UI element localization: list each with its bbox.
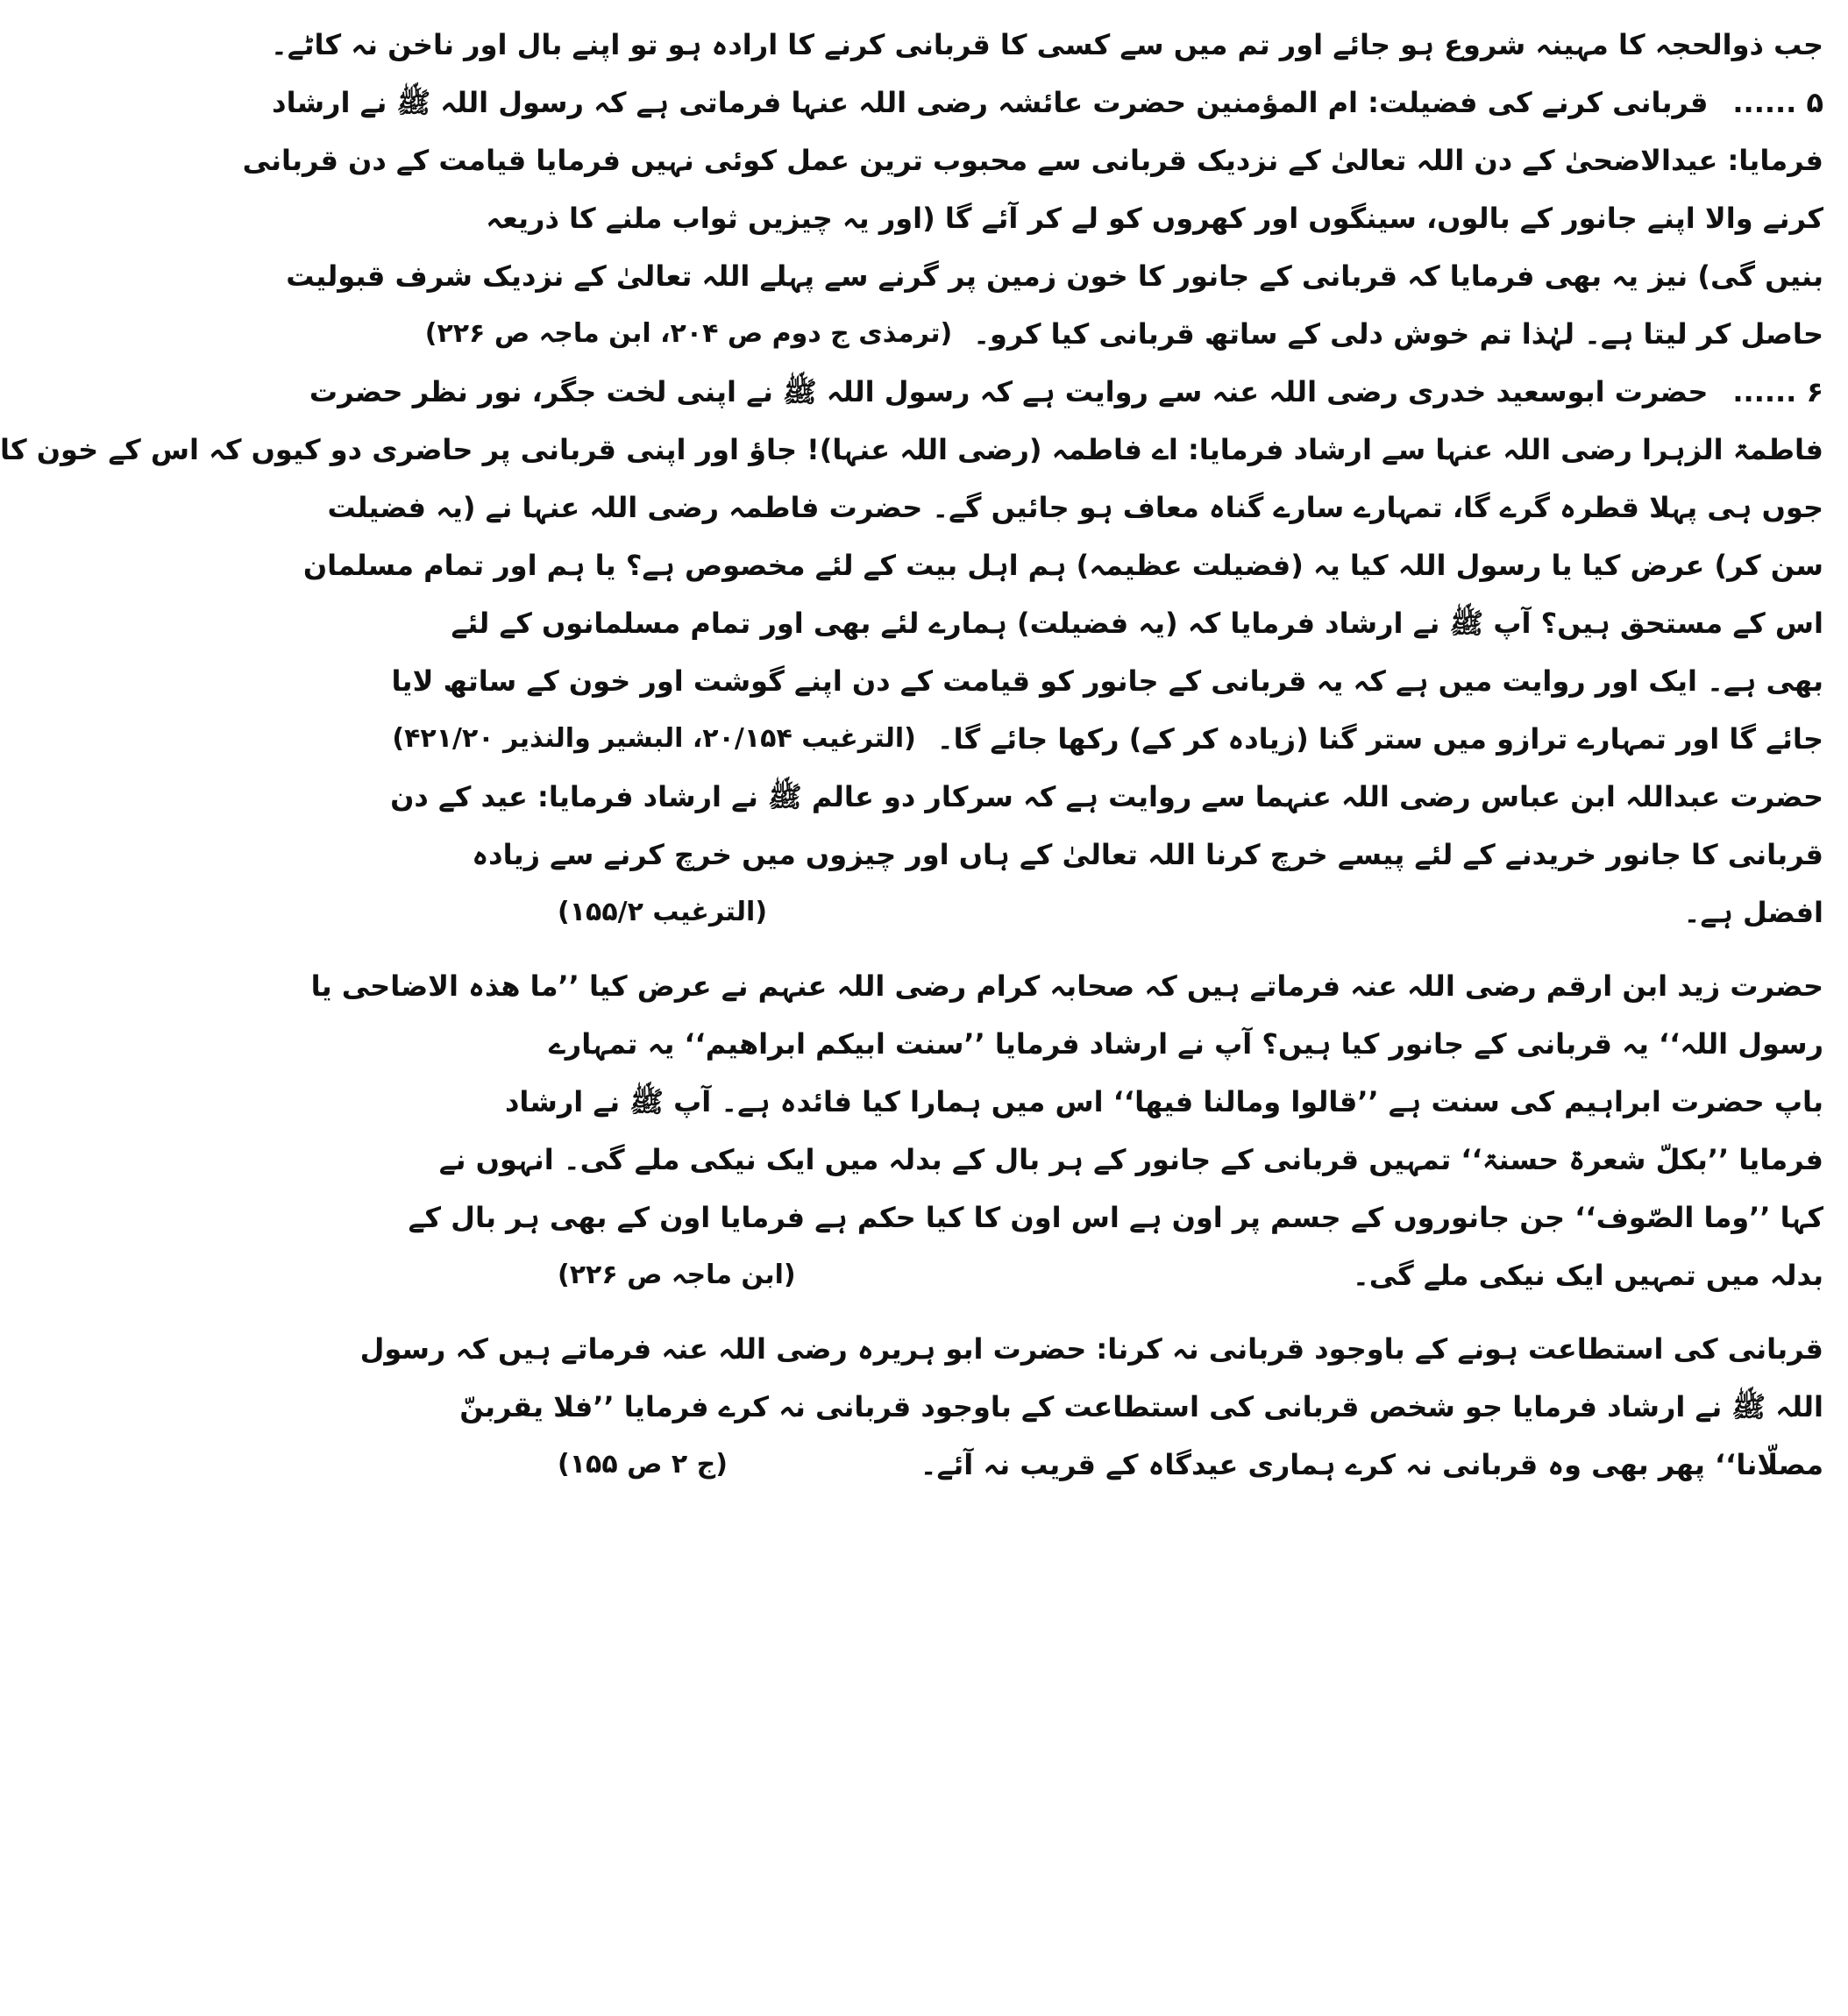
text-line <box>558 1246 1823 1304</box>
line-text: جوں ہی پہلا قطرہ گرے گا، تمہارے سارے گناہ معاف ہو جائیں گے۔ حضرت فاطمہ رضی اللہ عنہا نے (یہ فضیلت <box>327 491 1823 524</box>
text-line <box>390 768 1823 826</box>
line-text: بھی ہے۔ ایک اور روایت میں ہے کہ یہ قربانی کے جانور کو قیامت کے دن اپنے گوشت اور خون کے ساتھ لایا <box>391 664 1823 698</box>
reference-citation: (ابن ماجہ ص ۲۲۶) <box>558 1260 796 1290</box>
text-line <box>558 1436 1823 1494</box>
line-text: بدلہ میں تمہیں ایک نیکی ملے گی۔ <box>1352 1259 1823 1292</box>
line-text: حضرت عبداللہ ابن عباس رضی اللہ عنہما سے روایت ہے کہ سرکار دو عالم ﷺ نے ارشاد فرمایا: عید کے دن <box>390 780 1823 813</box>
line-text: کرنے والا اپنے جانور کے بالوں، سینگوں اور کھروں کو لے کر آئے گا (اور یہ چیزیں ثواب ملنے کا ذریعہ <box>486 202 1823 235</box>
text-line <box>459 1378 1823 1436</box>
text-line <box>392 710 1823 768</box>
line-text: جائے گا اور تمہارے ترازو میں ستر گنا (زیادہ کر کے) رکھا جائے گا۔ <box>936 722 1823 756</box>
line-text: قربانی کرنے کی فضیلت: ام المؤمنین حضرت عائشہ رضی اللہ عنہا فرماتی ہے کہ رسول اللہ ﷺ نے ارشاد <box>272 86 1709 119</box>
line-text: باپ حضرت ابراہیم کی سنت ہے ’’قالوا ومالنا فیھا‘‘ اس میں ہمارا کیا فائدہ ہے۔ آپ ﷺ نے ارشاد <box>504 1085 1823 1118</box>
reference-citation: (ترمذی ج دوم ص ۲۰۴، ابن ماجہ ص ۲۲۶) <box>424 318 953 349</box>
reference-citation: (الترغیب ۲۰/۱۵۴، البشیر والنذیر ۴۲۱/۲۰) <box>392 723 916 754</box>
line-text: حضرت ابوسعید خدری رضی اللہ عنہ سے روایت ہے کہ رسول اللہ ﷺ نے اپنی لخت جگر، نور نظر حضرت <box>309 375 1709 408</box>
text-line <box>272 74 1823 131</box>
text-line <box>270 16 1823 74</box>
line-text: سن کر) عرض کیا یا رسول اللہ کیا یہ (فضیلت عظیمہ) ہم اہل بیت کے لئے مخصوص ہے؟ یا ہم اور تمام مسلمان <box>302 549 1823 582</box>
line-text: حضرت زید ابن ارقم رضی اللہ عنہ فرماتے ہیں کہ صحابہ کرام رضی اللہ عنہم نے عرض کیا ’’ما ھذہ الاضاحی یا <box>310 969 1823 1003</box>
text-line <box>549 1015 1823 1073</box>
item-number: ۶ ...... <box>1732 375 1823 408</box>
line-text: بنیں گی) نیز یہ بھی فرمایا کہ قربانی کے جانور کا خون زمین پر گرنے سے پہلے اللہ تعالیٰ کے نزدیک شرف قبولیت <box>286 259 1823 293</box>
text-line <box>558 884 1823 941</box>
reference-citation: (ج ۲ ص ۱۵۵) <box>558 1449 728 1480</box>
line-text: افضل ہے۔ <box>1683 896 1823 929</box>
line-text: رسول اللہ‘‘ یہ قربانی کے جانور کیا ہیں؟ آپ نے ارشاد فرمایا ’’سنت ابیکم ابراھیم‘‘ یہ تمہارے <box>549 1027 1823 1061</box>
line-text: حاصل کر لیتا ہے۔ لہٰذا تم خوش دلی کے ساتھ قربانی کیا کرو۔ <box>973 317 1823 351</box>
line-text: قربانی کا جانور خریدنے کے لئے پیسے خرچ کرنا اللہ تعالیٰ کے ہاں اور چیزوں میں خرچ کرنے سے زیادہ <box>472 838 1823 871</box>
text-line <box>359 1320 1823 1378</box>
text-line <box>310 957 1823 1015</box>
text-line <box>309 363 1823 421</box>
line-text: اللہ ﷺ نے ارشاد فرمایا جو شخص قربانی کی استطاعت کے باوجود قربانی نہ کرے فرمایا ’’فلا یقربنّ <box>459 1390 1823 1423</box>
line-text: کہا ’’وما الصّوف‘‘ جن جانوروں کے جسم پر اون ہے اس اون کا کیا حکم ہے فرمایا اون کے بھی ہر بال کے <box>408 1201 1823 1234</box>
line-text: جب ذوالحجہ کا مہینہ شروع ہو جائے اور تم میں سے کسی کا قربانی کرنے کا ارادہ ہو تو اپنے بال اور ناخن نہ کاٹے۔ <box>270 28 1823 61</box>
line-text: فرمایا: عیدالاضحیٰ کے دن اللہ تعالیٰ کے نزدیک قربانی سے محبوب ترین عمل کوئی نہیں فرمایا قیامت کے دن قربانی <box>242 144 1823 177</box>
text-line <box>486 189 1823 247</box>
text-line <box>451 594 1823 652</box>
text-line <box>424 305 1823 363</box>
line-text: فرمایا ’’بکلّ شعرۃ حسنۃ‘‘ تمہیں قربانی کے جانور کے ہر بال کے بدلہ میں ایک نیکی ملے گی۔ انہوں نے <box>438 1143 1823 1176</box>
text-line <box>302 536 1823 594</box>
line-text: قربانی کی استطاعت ہونے کے باوجود قربانی نہ کرنا: حضرت ابو ہریرہ رضی اللہ عنہ فرماتے ہیں کہ رسول <box>359 1332 1823 1366</box>
reference-citation: (الترغیب ۱۵۵/۲) <box>558 897 768 927</box>
text-line <box>327 479 1823 536</box>
text-line <box>438 1131 1823 1189</box>
item-number: ۵ ...... <box>1732 86 1823 119</box>
line-text: فاطمۃ الزہرا رضی اللہ عنہا سے ارشاد فرمایا: اے فاطمہ (رضی اللہ عنہا)! جاؤ اور اپنی قربانی پر حاضری دو کیوں کہ اس کے خون کا <box>0 433 1823 466</box>
text-line <box>408 1189 1823 1246</box>
text-line <box>504 1073 1823 1131</box>
text-line <box>0 421 1823 479</box>
document-page <box>0 16 1823 2002</box>
text-line <box>242 131 1823 189</box>
line-text: اس کے مستحق ہیں؟ آپ ﷺ نے ارشاد فرمایا کہ (یہ فضیلت) ہمارے لئے بھی اور تمام مسلمانوں کے لئے <box>451 607 1823 640</box>
text-line <box>391 652 1823 710</box>
text-line <box>286 247 1823 305</box>
text-line <box>472 826 1823 884</box>
line-text: مصلّانا‘‘ پھر بھی وہ قربانی نہ کرے ہماری عیدگاہ کے قریب نہ آئے۔ <box>920 1448 1823 1481</box>
